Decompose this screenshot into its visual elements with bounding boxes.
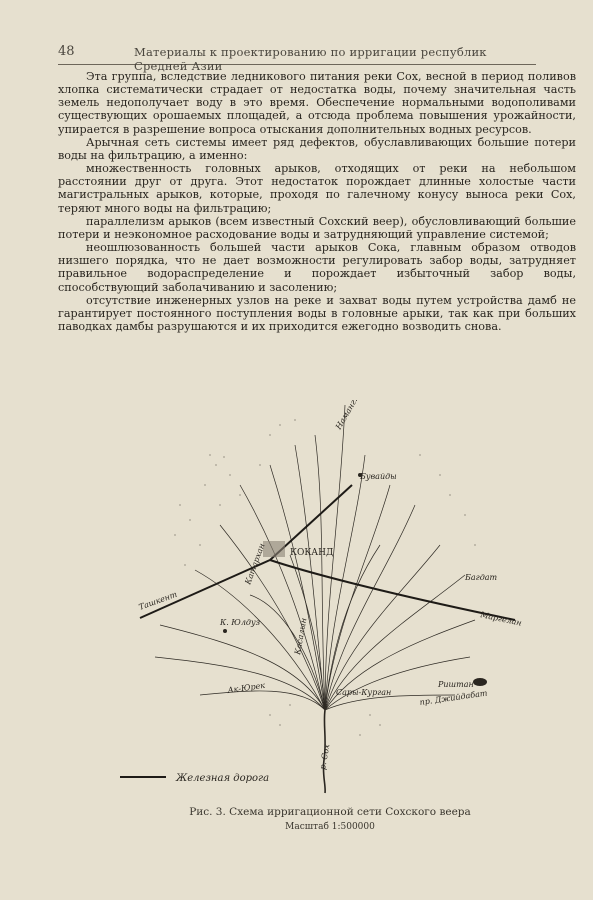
label-margelan: Маргелан xyxy=(479,610,523,628)
label-akyrek: Ак-Юрек xyxy=(227,680,266,695)
label-dzhiydobat: пр. Джийдабат xyxy=(419,688,488,707)
label-kasalyn: Касалын xyxy=(293,617,309,656)
label-kyrgyz: К. Юлдуз xyxy=(220,618,260,627)
irrigation-map-figure xyxy=(120,395,540,795)
page-header xyxy=(58,42,536,73)
rishtan-town xyxy=(473,678,487,686)
kokand-town xyxy=(263,541,285,557)
label-sary-kurgan: Сары-Курган xyxy=(336,688,392,697)
label-katarkhan: Катархан xyxy=(243,542,267,586)
figure-scale: Масштаб 1:500000 xyxy=(285,822,375,832)
running-title: Материалы к проектированию по ирригации республик Средней Азии xyxy=(134,45,487,73)
label-rishtan: Риштан xyxy=(438,680,474,689)
paragraph: неошлюзованность большей части арыков Сока, главным образом отводов низшего порядка, что не дает возможности регулировать забор воды, затрудняет правильное водораспределение и порождает избыточный забор воды, способствующий заболачиванию и засолению; xyxy=(58,241,576,294)
paragraph: Арычная сеть системы имеет ряд дефектов, обуславливающих большие потери воды на фильтрацию, а именно: xyxy=(58,135,576,162)
paragraph: параллелизм арыков (всем известный Сохский веер), обусловливающий большие потери и неэкономное расходование воды и затрудняющий управление системой; xyxy=(58,214,576,241)
label-sokh: р. Сох xyxy=(318,743,332,771)
irrigation-map xyxy=(120,395,540,795)
page-number: 48 xyxy=(58,44,75,59)
paragraph: отсутствие инженерных узлов на реке и захват воды путем устройства дамб не гарантирует постоянного поступления воды в головные арыки, так как при больших паводках дамбы разрушаются и их приходится ежегодно возводить снова. xyxy=(58,293,576,333)
body-text xyxy=(58,70,576,333)
label-kokand: КОКАНД xyxy=(290,548,334,558)
legend-railway-label: Железная дорога xyxy=(176,773,270,784)
paragraph: множественность головных арыков, отходящих от реки на небольшом расстоянии друг от друга. Этот недостаток порождает длинные холостые части магистральных арыков, которые, проходя по галечному конусу выноса реки Сох, теряют много воды на фильтрацию; xyxy=(58,162,576,215)
label-buvaydy: Бувайды xyxy=(360,472,397,481)
label-tashkent: Ташкент xyxy=(137,589,179,612)
paragraph: Эта группа, вследствие ледникового питания реки Сох, весной в период поливов хлопка систематически страдает от недостатка воды, почему значительная часть земель недополучает воду в это время. Обеспечение нормальными водополивами существующих орошаемых площадей, а отсюда проблема повышения урожайности, упирается в разрешение вопроса отыскания дополнительных водных ресурсов. xyxy=(58,70,576,136)
label-bagdad: Багдат xyxy=(465,573,498,582)
label-namangan: Наманг. xyxy=(333,396,360,431)
figure-caption: Рис. 3. Схема ирригационной сети Сохского веера xyxy=(189,806,471,818)
